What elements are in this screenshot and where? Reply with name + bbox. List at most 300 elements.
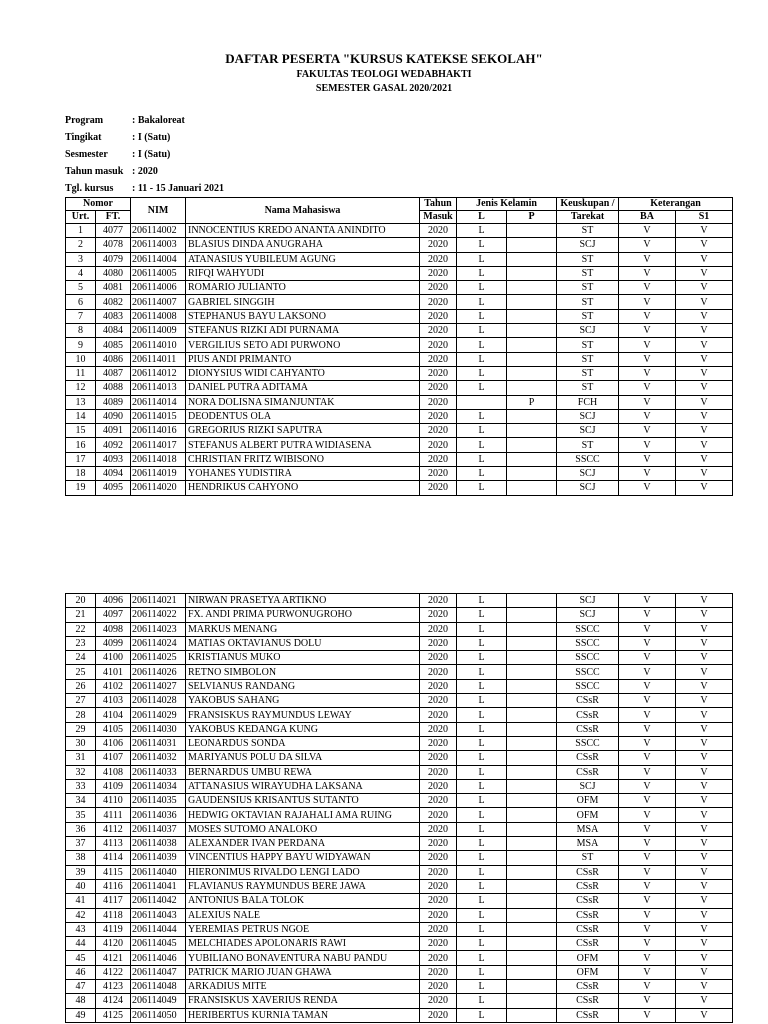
cell-ft: 4109 <box>96 779 131 793</box>
cell-s1: V <box>676 994 733 1008</box>
cell-ba: V <box>619 736 676 750</box>
cell-tahun: 2020 <box>420 651 457 665</box>
cell-s1: V <box>676 951 733 965</box>
cell-nama: LEONARDUS SONDA <box>186 736 420 750</box>
cell-tarekat: ST <box>557 438 619 452</box>
table-row <box>66 751 733 765</box>
cell-ft: 4103 <box>96 694 131 708</box>
cell-ft: 4096 <box>96 594 131 608</box>
cell-nama: GAUDENSIUS KRISANTUS SUTANTO <box>186 794 420 808</box>
cell-s1: V <box>676 651 733 665</box>
cell-urt: 9 <box>66 338 96 352</box>
cell-tahun: 2020 <box>420 266 457 280</box>
cell-urt: 49 <box>66 1008 96 1022</box>
cell-tarekat: CSsR <box>557 708 619 722</box>
table-row <box>66 894 733 908</box>
table-row <box>66 452 733 466</box>
cell-nama: GREGORIUS RIZKI SAPUTRA <box>186 424 420 438</box>
cell-tarekat: SCJ <box>557 779 619 793</box>
cell-ba: V <box>619 309 676 323</box>
cell-ft: 4093 <box>96 452 131 466</box>
table-row <box>66 352 733 366</box>
cell-tahun: 2020 <box>420 395 457 409</box>
cell-ba: V <box>619 395 676 409</box>
cell-nim: 206114029 <box>131 708 186 722</box>
header-s1: S1 <box>676 211 733 224</box>
cell-l: L <box>457 281 507 295</box>
header-tahun: Tahun <box>420 198 457 211</box>
cell-p <box>507 722 557 736</box>
cell-l: L <box>457 665 507 679</box>
cell-s1: V <box>676 381 733 395</box>
cell-p <box>507 751 557 765</box>
cell-tarekat: CSsR <box>557 1008 619 1022</box>
cell-p <box>507 779 557 793</box>
cell-p <box>507 894 557 908</box>
cell-tahun: 2020 <box>420 694 457 708</box>
table-row <box>66 965 733 979</box>
cell-ft: 4083 <box>96 309 131 323</box>
cell-s1: V <box>676 837 733 851</box>
cell-ba: V <box>619 281 676 295</box>
cell-nim: 206114043 <box>131 908 186 922</box>
cell-tarekat: ST <box>557 381 619 395</box>
cell-tahun: 2020 <box>420 636 457 650</box>
cell-s1: V <box>676 708 733 722</box>
cell-tahun: 2020 <box>420 594 457 608</box>
cell-urt: 1 <box>66 224 96 238</box>
cell-nama: ALEXIUS NALE <box>186 908 420 922</box>
header-nim: NIM <box>131 198 186 224</box>
header-jenis-kelamin: Jenis Kelamin <box>457 198 557 211</box>
meta-value: : I (Satu) <box>132 132 171 143</box>
document-title: DAFTAR PESERTA "KURSUS KATEKSE SEKOLAH" <box>225 51 543 66</box>
cell-ba: V <box>619 608 676 622</box>
meta-tingkat <box>65 132 170 143</box>
cell-ba: V <box>619 224 676 238</box>
cell-p <box>507 865 557 879</box>
cell-tahun: 2020 <box>420 452 457 466</box>
cell-l: L <box>457 879 507 893</box>
cell-urt: 14 <box>66 409 96 423</box>
cell-nama: SELVIANUS RANDANG <box>186 679 420 693</box>
cell-p <box>507 994 557 1008</box>
cell-nama: RIFQI WAHYUDI <box>186 266 420 280</box>
cell-tarekat: SCJ <box>557 608 619 622</box>
cell-tahun: 2020 <box>420 238 457 252</box>
cell-tarekat: CSsR <box>557 879 619 893</box>
cell-tarekat: ST <box>557 352 619 366</box>
cell-nim: 206114010 <box>131 338 186 352</box>
cell-ba: V <box>619 937 676 951</box>
cell-ba: V <box>619 951 676 965</box>
cell-tahun: 2020 <box>420 865 457 879</box>
cell-nama: ANTONIUS BALA TOLOK <box>186 894 420 908</box>
cell-nim: 206114019 <box>131 467 186 481</box>
cell-p <box>507 679 557 693</box>
cell-tahun: 2020 <box>420 608 457 622</box>
cell-ba: V <box>619 324 676 338</box>
faculty-title: FAKULTAS TEOLOGI WEDABHAKTI <box>296 69 472 80</box>
cell-p <box>507 309 557 323</box>
meta-value: : 11 - 15 Januari 2021 <box>132 183 224 194</box>
table-row <box>66 295 733 309</box>
cell-ft: 4082 <box>96 295 131 309</box>
cell-p <box>507 252 557 266</box>
cell-tarekat: OFM <box>557 794 619 808</box>
cell-urt: 48 <box>66 994 96 1008</box>
cell-nama: MARIYANUS POLU DA SILVA <box>186 751 420 765</box>
cell-urt: 8 <box>66 324 96 338</box>
cell-s1: V <box>676 894 733 908</box>
table-body-page2 <box>66 594 733 1023</box>
cell-p <box>507 837 557 851</box>
cell-nim: 206114048 <box>131 980 186 994</box>
cell-l: L <box>457 980 507 994</box>
cell-nim: 206114030 <box>131 722 186 736</box>
cell-p <box>507 665 557 679</box>
cell-urt: 15 <box>66 424 96 438</box>
cell-nama: ROMARIO JULIANTO <box>186 281 420 295</box>
cell-s1: V <box>676 765 733 779</box>
cell-s1: V <box>676 980 733 994</box>
table-row <box>66 822 733 836</box>
cell-nim: 206114028 <box>131 694 186 708</box>
table-row <box>66 837 733 851</box>
cell-nim: 206114044 <box>131 922 186 936</box>
cell-l: L <box>457 937 507 951</box>
cell-s1: V <box>676 481 733 495</box>
table-row <box>66 651 733 665</box>
cell-nama: FX. ANDI PRIMA PURWONUGROHO <box>186 608 420 622</box>
cell-s1: V <box>676 736 733 750</box>
cell-tarekat: SCJ <box>557 594 619 608</box>
cell-ba: V <box>619 865 676 879</box>
cell-nim: 206114046 <box>131 951 186 965</box>
cell-p <box>507 879 557 893</box>
cell-s1: V <box>676 694 733 708</box>
cell-ba: V <box>619 452 676 466</box>
header-ba: BA <box>619 211 676 224</box>
cell-ft: 4102 <box>96 679 131 693</box>
cell-ft: 4089 <box>96 395 131 409</box>
cell-s1: V <box>676 794 733 808</box>
cell-nim: 206114036 <box>131 808 186 822</box>
cell-urt: 42 <box>66 908 96 922</box>
table-row <box>66 608 733 622</box>
cell-l: L <box>457 338 507 352</box>
cell-tahun: 2020 <box>420 922 457 936</box>
cell-l: L <box>457 794 507 808</box>
cell-ft: 4116 <box>96 879 131 893</box>
cell-tahun: 2020 <box>420 281 457 295</box>
cell-p: P <box>507 395 557 409</box>
cell-urt: 37 <box>66 837 96 851</box>
cell-tahun: 2020 <box>420 937 457 951</box>
table-row <box>66 951 733 965</box>
cell-ft: 4077 <box>96 224 131 238</box>
cell-s1: V <box>676 908 733 922</box>
cell-ba: V <box>619 980 676 994</box>
table-row <box>66 438 733 452</box>
meta-value: : I (Satu) <box>132 149 171 160</box>
cell-ba: V <box>619 665 676 679</box>
cell-ba: V <box>619 722 676 736</box>
cell-ba: V <box>619 994 676 1008</box>
cell-nama: GABRIEL SINGGIH <box>186 295 420 309</box>
cell-urt: 47 <box>66 980 96 994</box>
table-body-page1 <box>66 224 733 496</box>
cell-urt: 40 <box>66 879 96 893</box>
cell-ft: 4081 <box>96 281 131 295</box>
cell-nim: 206114018 <box>131 452 186 466</box>
cell-tahun: 2020 <box>420 965 457 979</box>
cell-p <box>507 352 557 366</box>
cell-urt: 33 <box>66 779 96 793</box>
cell-ft: 4080 <box>96 266 131 280</box>
table-row <box>66 694 733 708</box>
cell-nama: HIERONIMUS RIVALDO LENGI LADO <box>186 865 420 879</box>
header-keterangan: Keterangan <box>619 198 733 211</box>
cell-ba: V <box>619 808 676 822</box>
cell-p <box>507 409 557 423</box>
cell-ft: 4122 <box>96 965 131 979</box>
cell-tahun: 2020 <box>420 665 457 679</box>
meta-label: Tahun masuk <box>65 166 124 177</box>
table-row <box>66 266 733 280</box>
meta-label: Tingikat <box>65 132 102 143</box>
cell-s1: V <box>676 679 733 693</box>
cell-tarekat: SCJ <box>557 481 619 495</box>
cell-s1: V <box>676 366 733 380</box>
cell-ba: V <box>619 651 676 665</box>
cell-ft: 4088 <box>96 381 131 395</box>
cell-nim: 206114021 <box>131 594 186 608</box>
cell-ft: 4105 <box>96 722 131 736</box>
cell-l: L <box>457 252 507 266</box>
cell-ft: 4100 <box>96 651 131 665</box>
cell-s1: V <box>676 822 733 836</box>
cell-p <box>507 622 557 636</box>
cell-urt: 41 <box>66 894 96 908</box>
cell-tarekat: CSsR <box>557 765 619 779</box>
cell-l: L <box>457 452 507 466</box>
cell-ba: V <box>619 481 676 495</box>
cell-tahun: 2020 <box>420 851 457 865</box>
cell-ft: 4097 <box>96 608 131 622</box>
cell-l: L <box>457 894 507 908</box>
header-l: L <box>457 211 507 224</box>
cell-nim: 206114032 <box>131 751 186 765</box>
table-row <box>66 937 733 951</box>
cell-nim: 206114031 <box>131 736 186 750</box>
cell-nama: YAKOBUS SAHANG <box>186 694 420 708</box>
cell-ba: V <box>619 894 676 908</box>
header-nama: Nama Mahasiswa <box>186 198 420 224</box>
cell-tahun: 2020 <box>420 295 457 309</box>
cell-nim: 206114039 <box>131 851 186 865</box>
cell-nama: FRANSISKUS XAVERIUS RENDA <box>186 994 420 1008</box>
cell-tahun: 2020 <box>420 765 457 779</box>
cell-nama: DANIEL PUTRA ADITAMA <box>186 381 420 395</box>
cell-nim: 206114024 <box>131 636 186 650</box>
cell-nama: HERIBERTUS KURNIA TAMAN <box>186 1008 420 1022</box>
table-row <box>66 808 733 822</box>
cell-tarekat: ST <box>557 224 619 238</box>
cell-tarekat: SSCC <box>557 452 619 466</box>
cell-ft: 4112 <box>96 822 131 836</box>
cell-s1: V <box>676 608 733 622</box>
cell-l: L <box>457 309 507 323</box>
cell-urt: 26 <box>66 679 96 693</box>
cell-s1: V <box>676 1008 733 1022</box>
cell-p <box>507 238 557 252</box>
cell-urt: 39 <box>66 865 96 879</box>
cell-ba: V <box>619 694 676 708</box>
header-masuk: Masuk <box>420 211 457 224</box>
cell-tahun: 2020 <box>420 309 457 323</box>
cell-nama: STEPHANUS BAYU LAKSONO <box>186 309 420 323</box>
cell-ft: 4101 <box>96 665 131 679</box>
cell-p <box>507 822 557 836</box>
cell-tarekat: CSsR <box>557 980 619 994</box>
cell-ba: V <box>619 794 676 808</box>
table-row <box>66 636 733 650</box>
cell-nama: DEODENTUS OLA <box>186 409 420 423</box>
table-row <box>66 994 733 1008</box>
cell-s1: V <box>676 338 733 352</box>
cell-ft: 4104 <box>96 708 131 722</box>
table-row <box>66 980 733 994</box>
cell-p <box>507 980 557 994</box>
cell-ba: V <box>619 467 676 481</box>
cell-tahun: 2020 <box>420 722 457 736</box>
cell-ba: V <box>619 922 676 936</box>
table-row <box>66 622 733 636</box>
cell-nama: ATTANASIUS WIRAYUDHA LAKSANA <box>186 779 420 793</box>
cell-nim: 206114033 <box>131 765 186 779</box>
cell-tarekat: OFM <box>557 951 619 965</box>
cell-s1: V <box>676 452 733 466</box>
cell-urt: 43 <box>66 922 96 936</box>
cell-s1: V <box>676 622 733 636</box>
cell-nim: 206114017 <box>131 438 186 452</box>
cell-nama: STEFANUS ALBERT PUTRA WIDIASENA <box>186 438 420 452</box>
cell-tarekat: SCJ <box>557 238 619 252</box>
cell-urt: 34 <box>66 794 96 808</box>
table-row <box>66 779 733 793</box>
cell-ba: V <box>619 266 676 280</box>
participant-table-page2 <box>65 593 733 1023</box>
cell-p <box>507 765 557 779</box>
cell-s1: V <box>676 424 733 438</box>
cell-l: L <box>457 481 507 495</box>
cell-ba: V <box>619 822 676 836</box>
meta-label: Program <box>65 115 104 126</box>
cell-urt: 20 <box>66 594 96 608</box>
cell-l: L <box>457 295 507 309</box>
cell-nama: MATIAS OKTAVIANUS DOLU <box>186 636 420 650</box>
cell-tarekat: FCH <box>557 395 619 409</box>
cell-ft: 4092 <box>96 438 131 452</box>
cell-ba: V <box>619 438 676 452</box>
cell-nama: PATRICK MARIO JUAN GHAWA <box>186 965 420 979</box>
cell-s1: V <box>676 281 733 295</box>
cell-p <box>507 224 557 238</box>
cell-l: L <box>457 467 507 481</box>
cell-l: L <box>457 951 507 965</box>
cell-p <box>507 424 557 438</box>
cell-l: L <box>457 238 507 252</box>
cell-tarekat: CSsR <box>557 722 619 736</box>
cell-s1: V <box>676 352 733 366</box>
cell-tarekat: SSCC <box>557 651 619 665</box>
cell-urt: 7 <box>66 309 96 323</box>
meta-tahun-masuk <box>65 166 158 177</box>
cell-l: L <box>457 808 507 822</box>
cell-nim: 206114023 <box>131 622 186 636</box>
cell-l: L <box>457 366 507 380</box>
cell-p <box>507 438 557 452</box>
cell-nama: VINCENTIUS HAPPY BAYU WIDYAWAN <box>186 851 420 865</box>
cell-l: L <box>457 908 507 922</box>
cell-ft: 4107 <box>96 751 131 765</box>
cell-nama: FLAVIANUS RAYMUNDUS BERE JAWA <box>186 879 420 893</box>
cell-urt: 24 <box>66 651 96 665</box>
cell-l: L <box>457 651 507 665</box>
table-row <box>66 481 733 495</box>
cell-tarekat: CSsR <box>557 865 619 879</box>
cell-urt: 18 <box>66 467 96 481</box>
meta-value: : Bakaloreat <box>132 115 185 126</box>
cell-tahun: 2020 <box>420 837 457 851</box>
cell-nama: YEREMIAS PETRUS NGOE <box>186 922 420 936</box>
table-row <box>66 381 733 395</box>
cell-tahun: 2020 <box>420 366 457 380</box>
cell-nim: 206114003 <box>131 238 186 252</box>
cell-ba: V <box>619 381 676 395</box>
cell-ft: 4095 <box>96 481 131 495</box>
cell-urt: 2 <box>66 238 96 252</box>
cell-p <box>507 951 557 965</box>
cell-ft: 4115 <box>96 865 131 879</box>
cell-ft: 4094 <box>96 467 131 481</box>
cell-nama: BLASIUS DINDA ANUGRAHA <box>186 238 420 252</box>
semester-title: SEMESTER GASAL 2020/2021 <box>315 83 453 94</box>
cell-tarekat: ST <box>557 266 619 280</box>
cell-tahun: 2020 <box>420 951 457 965</box>
cell-p <box>507 338 557 352</box>
cell-l: L <box>457 438 507 452</box>
cell-urt: 23 <box>66 636 96 650</box>
cell-p <box>507 481 557 495</box>
cell-ft: 4113 <box>96 837 131 851</box>
table-row <box>66 665 733 679</box>
cell-p <box>507 908 557 922</box>
meta-label: Sesmester <box>65 149 108 160</box>
cell-tarekat: SSCC <box>557 665 619 679</box>
meta-tgl-kursus <box>65 183 224 194</box>
cell-p <box>507 266 557 280</box>
cell-ba: V <box>619 708 676 722</box>
cell-tahun: 2020 <box>420 794 457 808</box>
cell-p <box>507 452 557 466</box>
cell-s1: V <box>676 395 733 409</box>
cell-nim: 206114026 <box>131 665 186 679</box>
cell-ba: V <box>619 295 676 309</box>
cell-nim: 206114005 <box>131 266 186 280</box>
cell-l: L <box>457 608 507 622</box>
